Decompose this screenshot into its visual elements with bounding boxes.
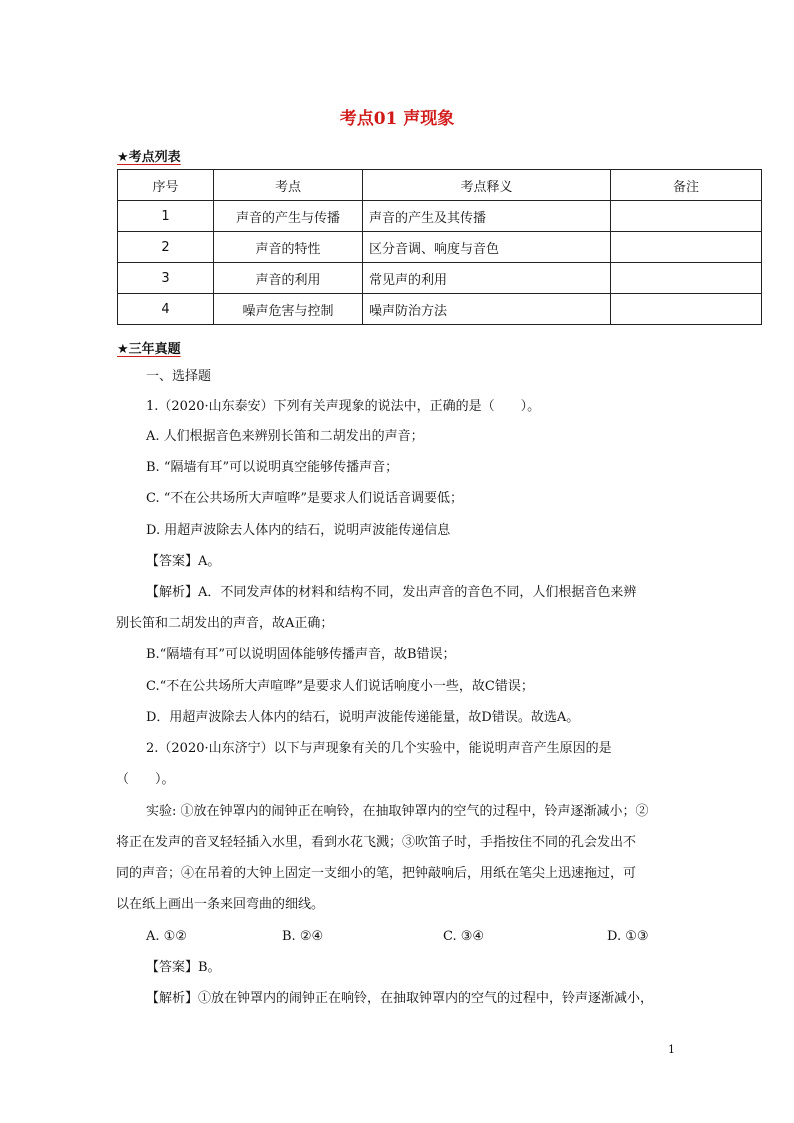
header-cell: 备注: [611, 170, 762, 201]
table-cell: [611, 201, 762, 232]
page-number: 1: [668, 1043, 675, 1056]
table-cell: 声音的特性: [214, 232, 363, 263]
table-cell: 常见声的利用: [363, 263, 611, 294]
table-cell: 噪声危害与控制: [214, 294, 363, 325]
question-2-option-a: A. ①②: [146, 929, 187, 944]
question-2-stem: 2.（2020·山东济宁）以下与声现象有关的几个实验中，能说明声音产生原因的是: [146, 741, 612, 756]
kaodian-table: [117, 169, 762, 325]
table-cell: 4: [118, 294, 214, 325]
question-1-analysis-line: D．用超声波除去人体内的结石，说明声波能传递能量，故D错误。故选A。: [146, 710, 580, 725]
question-2-experiment-line: 实验: ①放在钟罩内的闹钟正在响铃，在抽取钟罩内的空气的过程中，铃声逐渐减小；②: [146, 804, 649, 819]
section-heading-zhenti: ★三年真题: [117, 342, 181, 357]
table-row: [118, 294, 762, 325]
table-cell: [611, 294, 762, 325]
table-cell: 2: [118, 232, 214, 263]
question-2-option-d: D. ①③: [607, 929, 649, 944]
table-cell: 3: [118, 263, 214, 294]
question-type-heading: 一、选择题: [146, 369, 212, 384]
table-cell: 区分音调、响度与音色: [363, 232, 611, 263]
question-1-option-d: D. 用超声波除去人体内的结石，说明声波能传递信息: [146, 523, 451, 538]
table-cell: 噪声防治方法: [363, 294, 611, 325]
question-1-analysis-line: 【解析】A．不同发声体的材料和结构不同，发出声音的音色不同，人们根据音色来辨: [146, 585, 637, 600]
table-row: [118, 263, 762, 294]
question-2-experiment-line: 同的声音；④在吊着的大钟上固定一支细小的笔，把钟敲响后，用纸在笔尖上迅速拖过，可: [116, 866, 637, 881]
header-cell: 序号: [118, 170, 214, 201]
question-1-answer: 【答案】A。: [146, 554, 221, 569]
question-1-analysis-line: B.“隔墙有耳”可以说明固体能够传播声音，故B错误；: [146, 647, 456, 662]
table-cell: [611, 232, 762, 263]
table-cell: 声音的产生与传播: [214, 201, 363, 232]
question-2-experiment-line: 以在纸上画出一条来回弯曲的细线。: [116, 897, 325, 912]
header-cell: 考点: [214, 170, 363, 201]
question-2-option-c: C. ③④: [443, 929, 485, 944]
question-1-analysis-line: C.“不在公共场所大声喧哗”是要求人们说话响度小一些，故C错误；: [146, 679, 534, 694]
section-heading-kaodian: ★考点列表: [117, 150, 181, 165]
question-1-option-c: C. “不在公共场所大声喧哗”是要求人们说话音调要低；: [146, 491, 464, 506]
question-2-option-b: B. ②④: [282, 929, 324, 944]
table-header-row: [118, 170, 762, 201]
table-cell: 1: [118, 201, 214, 232]
table-cell: [611, 263, 762, 294]
header-cell: 考点释义: [363, 170, 611, 201]
table-row: [118, 201, 762, 232]
question-1-stem: 1.（2020·山东泰安）下列有关声现象的说法中，正确的是（ ）。: [146, 399, 541, 414]
question-1-analysis-line: 别长笛和二胡发出的声音，故A正确；: [116, 616, 334, 631]
question-2-answer: 【答案】B。: [146, 960, 221, 975]
question-2-stem-blank: （ ）。: [116, 772, 175, 787]
question-2-analysis-line: 【解析】①放在钟罩内的闹钟正在响铃，在抽取钟罩内的空气的过程中，铃声逐渐减小，: [146, 991, 654, 1006]
table-cell: 声音的利用: [214, 263, 363, 294]
question-1-option-a: A. 人们根据音色来辨别长笛和二胡发出的声音；: [146, 429, 424, 444]
question-1-option-b: B. “隔墙有耳”可以说明真空能够传播声音；: [146, 460, 399, 475]
table-cell: 声音的产生及其传播: [363, 201, 611, 232]
page-title: 考点01 声现象: [339, 109, 455, 129]
question-2-experiment-line: 将正在发声的音叉轻轻插入水里，看到水花飞溅；③吹笛子时，手指按住不同的孔会发出不: [116, 835, 637, 850]
table-row: [118, 232, 762, 263]
